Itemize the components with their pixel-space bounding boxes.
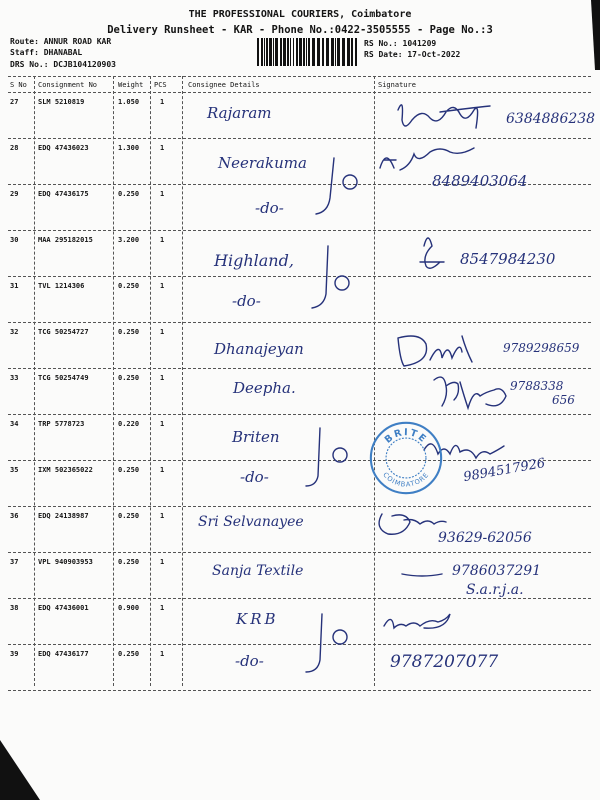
- bracket-mark: [316, 158, 357, 214]
- handwritten-consignee: Sri Selvanayee: [198, 514, 304, 530]
- consignment-cell: TCG 50254749: [38, 374, 89, 382]
- sno-cell: 36: [10, 512, 19, 520]
- bracket-mark: [306, 614, 347, 672]
- handwritten-consignee: Highland,: [214, 251, 294, 270]
- signature: [420, 238, 444, 268]
- column-header-weight: Weight: [118, 81, 144, 89]
- column-header-pcs: PCS: [154, 81, 167, 89]
- pcs-cell: 1: [160, 512, 165, 520]
- handwritten-consignee: -do-: [232, 292, 261, 310]
- handwritten-name: S.a.r.j.a.: [466, 582, 524, 598]
- weight-cell: 0.250: [118, 328, 140, 336]
- weight-cell: 0.250: [118, 558, 140, 566]
- signature: [434, 377, 506, 408]
- consignment-cell: MAA 295182015: [38, 236, 93, 244]
- consignment-cell: EDQ 24138987: [38, 512, 89, 520]
- bracket-mark: [306, 428, 347, 486]
- handwritten-consignee: Sanja Textile: [212, 563, 304, 579]
- pcs-cell: 1: [160, 604, 165, 612]
- handwritten-consignee: Deepha.: [233, 379, 296, 397]
- sno-cell: 27: [10, 98, 19, 106]
- handwritten-phone: 93629-62056: [438, 530, 532, 546]
- handwritten-phone: 9788338: [510, 379, 564, 393]
- consignment-cell: TCG 50254727: [38, 328, 89, 336]
- pcs-cell: 1: [160, 374, 165, 382]
- signature: [384, 614, 450, 628]
- handwritten-consignee: Dhanajeyan: [214, 340, 304, 358]
- stamp-top-text: BRITE: [382, 427, 430, 446]
- signature: [402, 574, 442, 576]
- signature: [380, 148, 474, 170]
- handwritten-phone: 6384886238: [506, 111, 596, 127]
- sno-cell: 37: [10, 558, 19, 566]
- handwritten-phone: 9894517926: [462, 455, 547, 486]
- sno-cell: 39: [10, 650, 19, 658]
- drs-number: DRS No.: DCJB104120903: [10, 60, 116, 69]
- sno-cell: 33: [10, 374, 19, 382]
- consignment-cell: SLM 5210819: [38, 98, 85, 106]
- handwritten-phone: 9787207077: [390, 652, 499, 672]
- handwritten-consignee: Neerakuma: [218, 154, 307, 172]
- consignment-cell: VPL 940903953: [38, 558, 93, 566]
- weight-cell: 0.250: [118, 650, 140, 658]
- pcs-cell: 1: [160, 466, 165, 474]
- sno-cell: 38: [10, 604, 19, 612]
- stamp-bottom-text: COIMBATORE: [381, 470, 431, 489]
- consignment-cell: EDQ 47436023: [38, 144, 89, 152]
- column-header-consignee: Consignee Details: [188, 81, 260, 89]
- handwritten-consignee: -do-: [235, 652, 264, 670]
- handwritten-phone: 9789298659: [503, 341, 580, 355]
- signature: [398, 336, 472, 366]
- sno-cell: 35: [10, 466, 19, 474]
- pcs-cell: 1: [160, 98, 165, 106]
- pcs-cell: 1: [160, 236, 165, 244]
- handwritten-consignee: KRB: [236, 610, 279, 628]
- handwritten-phone: 8489403064: [432, 172, 528, 190]
- sno-cell: 34: [10, 420, 19, 428]
- weight-cell: 1.300: [118, 144, 140, 152]
- consignment-cell: EDQ 47436001: [38, 604, 89, 612]
- document-subtitle: Delivery Runsheet - KAR - Phone No.:0422-3505555 - Page No.:3: [107, 24, 493, 36]
- handwritten-consignee: -do-: [240, 468, 269, 486]
- column-header-sno: S No: [10, 81, 27, 89]
- signature: [379, 514, 446, 534]
- sno-cell: 29: [10, 190, 19, 198]
- handwritten-consignee: -do-: [255, 199, 284, 217]
- rs-date: RS Date: 17-Oct-2022: [364, 50, 461, 59]
- consignment-cell: EDQ 47436175: [38, 190, 89, 198]
- sno-cell: 31: [10, 282, 19, 290]
- column-header-consignment: Consignment No: [38, 81, 98, 89]
- staff-label: Staff: DHANABAL: [10, 48, 83, 57]
- handwritten-phone: 656: [552, 393, 575, 407]
- weight-cell: 0.220: [118, 420, 140, 428]
- consignment-cell: TRP 5778723: [38, 420, 85, 428]
- rubber-stamp: [368, 420, 444, 496]
- pcs-cell: 1: [160, 420, 165, 428]
- pcs-cell: 1: [160, 558, 165, 566]
- handwritten-phone: 9786037291: [452, 563, 542, 579]
- document-title: THE PROFESSIONAL COURIERS, Coimbatore: [188, 9, 412, 20]
- consignment-cell: IXM 502365022: [38, 466, 93, 474]
- pcs-cell: 1: [160, 144, 165, 152]
- sno-cell: 30: [10, 236, 19, 244]
- consignment-cell: EDQ 47436177: [38, 650, 89, 658]
- handwritten-consignee: Rajaram: [207, 104, 272, 122]
- route-label: Route: ANNUR ROAD KAR: [10, 37, 112, 46]
- weight-cell: 0.250: [118, 466, 140, 474]
- sno-cell: 32: [10, 328, 19, 336]
- handwritten-consignee: Briten: [232, 428, 280, 446]
- consignment-cell: TVL 1214306: [38, 282, 85, 290]
- weight-cell: 3.200: [118, 236, 140, 244]
- pcs-cell: 1: [160, 190, 165, 198]
- weight-cell: 1.050: [118, 98, 140, 106]
- column-header-signature: Signature: [378, 81, 416, 89]
- pcs-cell: 1: [160, 328, 165, 336]
- handwritten-phone: 8547984230: [460, 250, 556, 268]
- signature: [398, 105, 490, 128]
- pcs-cell: 1: [160, 650, 165, 658]
- rs-number: RS No.: 1041209: [364, 39, 437, 48]
- weight-cell: 0.250: [118, 374, 140, 382]
- sno-cell: 28: [10, 144, 19, 152]
- pcs-cell: 1: [160, 282, 165, 290]
- weight-cell: 0.900: [118, 604, 140, 612]
- weight-cell: 0.250: [118, 282, 140, 290]
- weight-cell: 0.250: [118, 512, 140, 520]
- weight-cell: 0.250: [118, 190, 140, 198]
- bracket-mark: [312, 246, 349, 308]
